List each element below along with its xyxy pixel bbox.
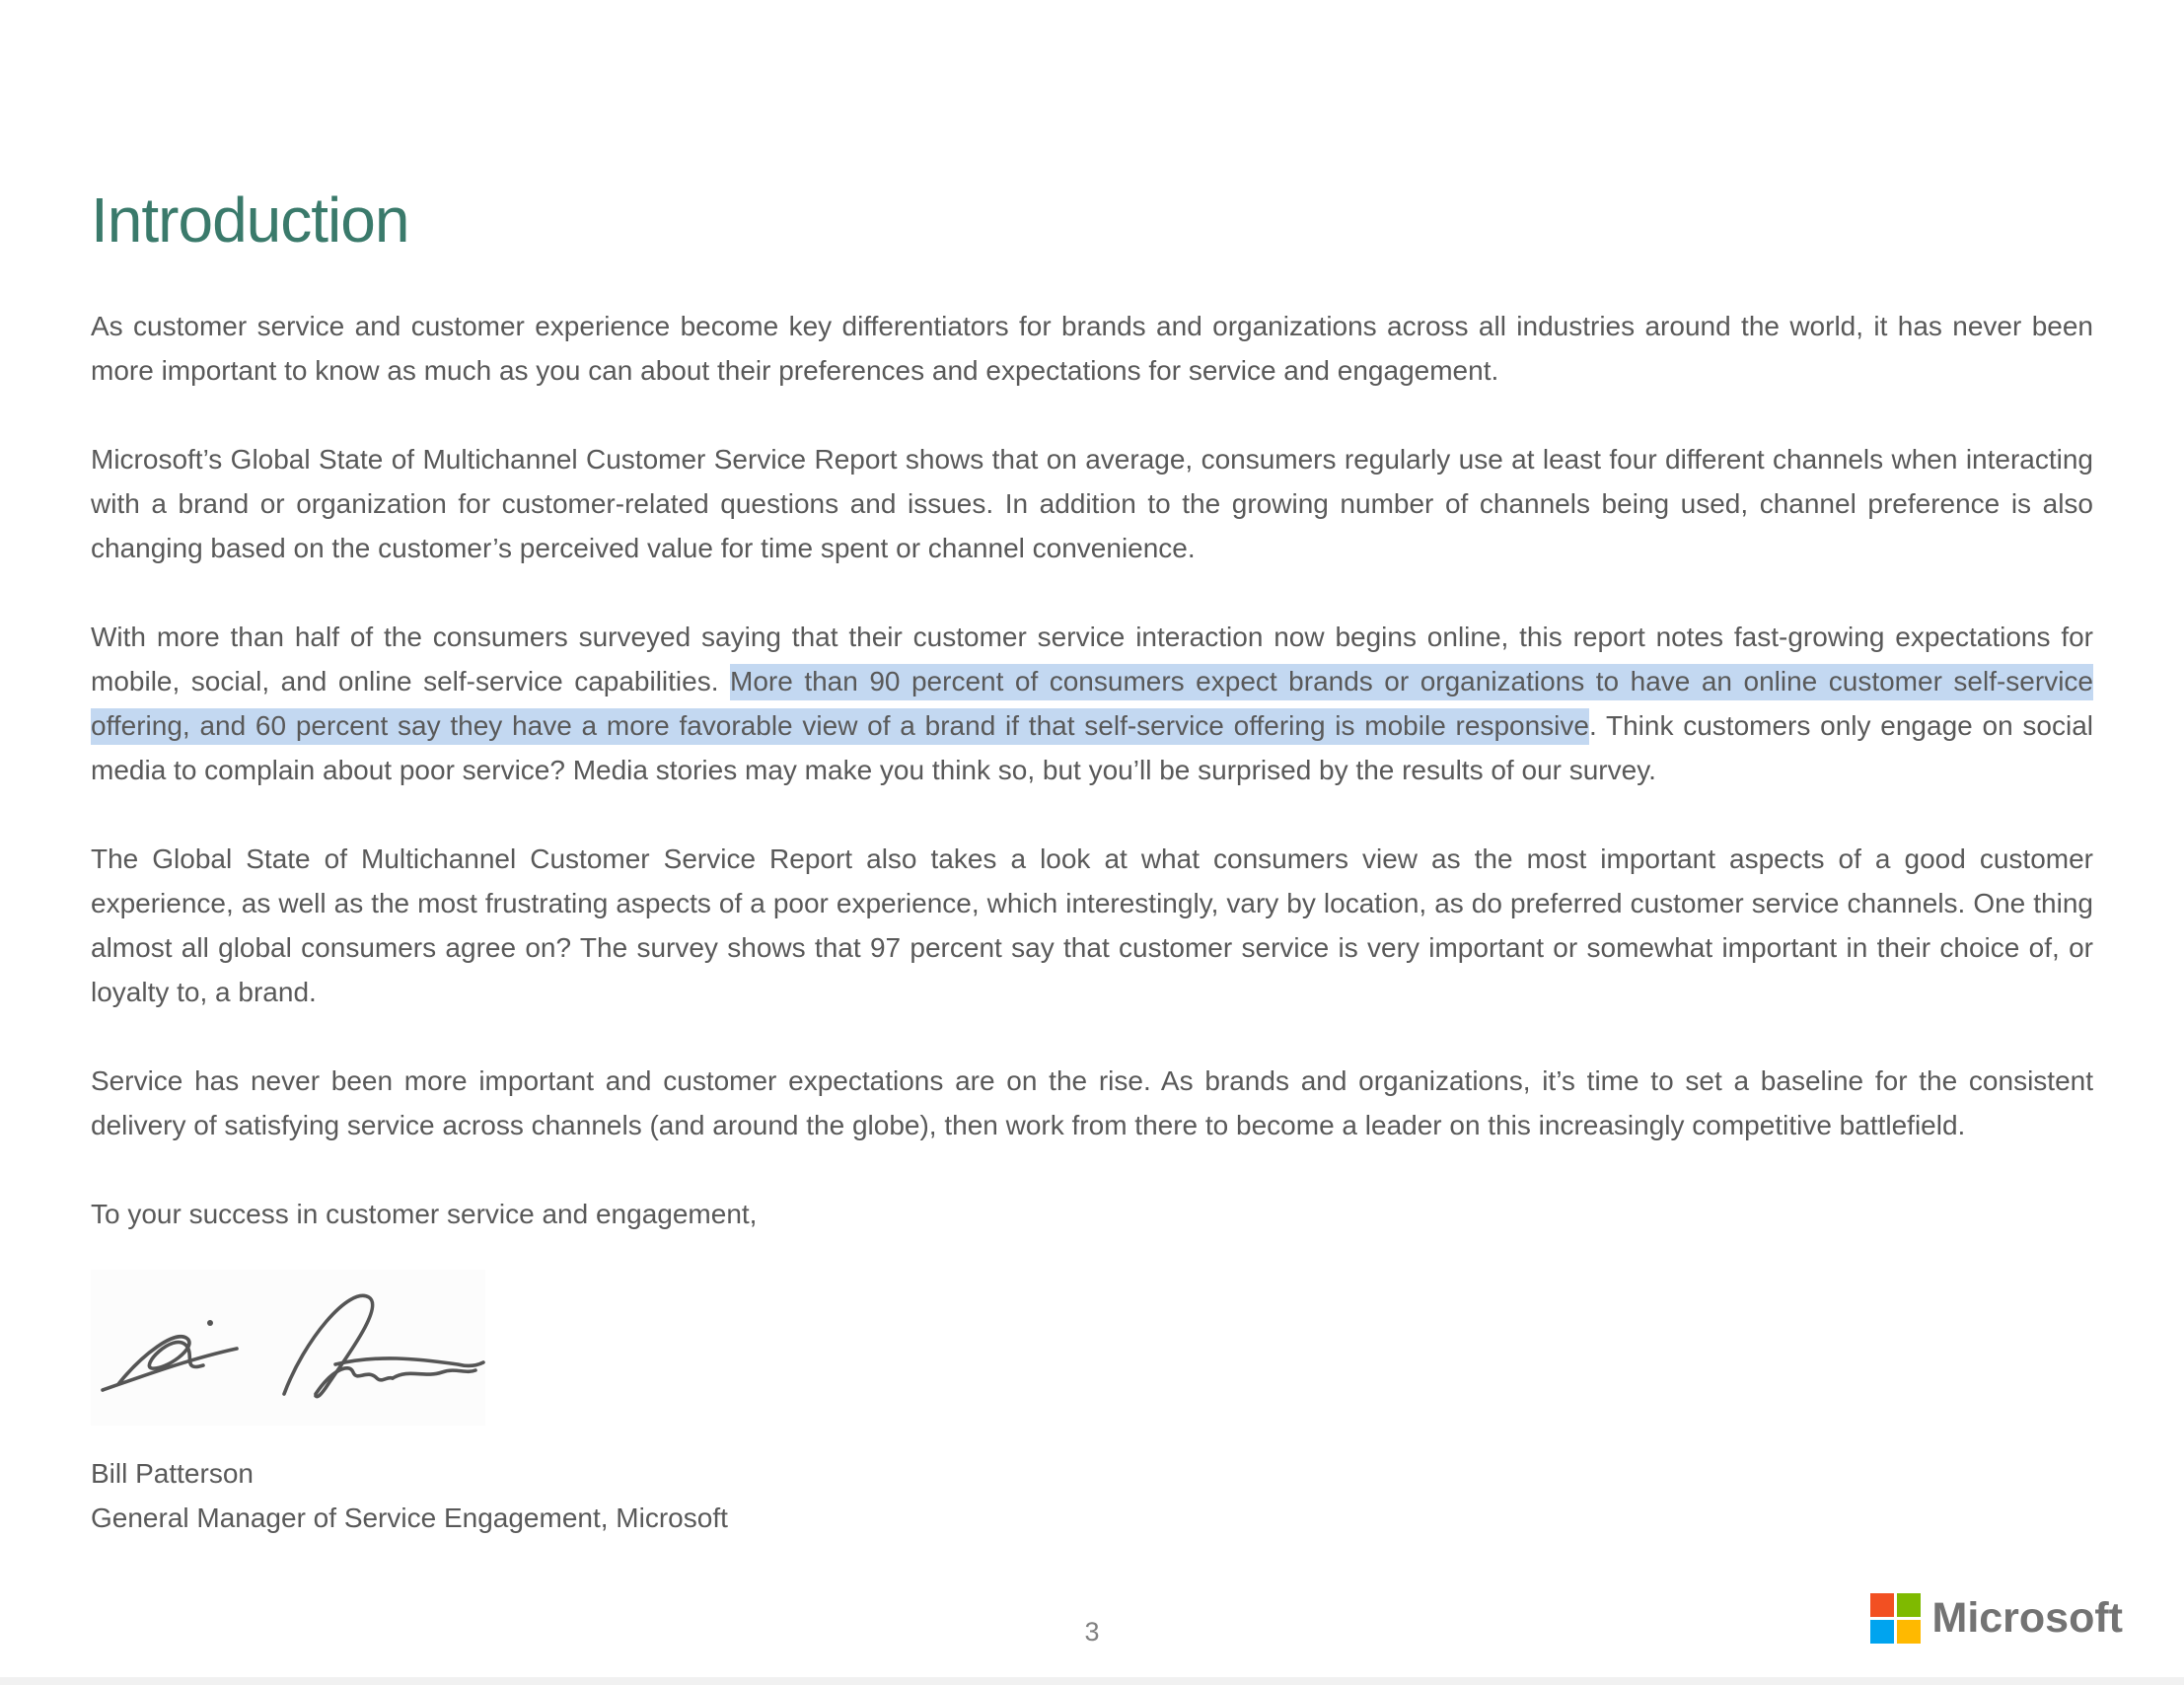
paragraph-3-pre-highlight: With more than half of the consumers surveyed saying that their customer service interaction now begins online, this report notes fast-growing expectations for mobile, social, and online self-service capabilities. bbox=[91, 622, 2093, 697]
microsoft-wordmark: Microsoft bbox=[1931, 1594, 2123, 1642]
page-number: 3 bbox=[1084, 1617, 1100, 1647]
paragraph-3-post-highlight: . Think customers only engage on social media to complain about poor service? Media stories may make you think so, but you’ll be surprised by the results of our survey. bbox=[91, 710, 2093, 786]
body-text bbox=[91, 304, 2093, 1236]
logo-square-red bbox=[1870, 1593, 1894, 1617]
paragraph-1: As customer service and customer experience become key differentiators for brands and organizations across all industries around the world, it has never been more important to know as much as you can about their preferences and expectations for service and engagement. bbox=[91, 311, 2093, 387]
page-title: Introduction bbox=[91, 184, 409, 256]
paragraph-3 bbox=[91, 615, 2093, 792]
handwritten-signature-icon bbox=[91, 1270, 485, 1426]
paragraph-4: The Global State of Multichannel Customer Service Report also takes a look at what consumers view as the most important aspects of a good customer experience, as well as the most frustrating aspects of a poor experience, which interestingly, vary by location, as do preferred customer service channels. One thing almost all global consumers agree on? The survey shows that 97 percent say that customer service is very important or somewhat important in their choice of, or loyalty to, a brand. bbox=[91, 843, 2093, 1008]
logo-square-yellow bbox=[1897, 1620, 1921, 1644]
signer-role: General Manager of Service Engagement, Microsoft bbox=[91, 1502, 728, 1534]
microsoft-logo-icon bbox=[1870, 1593, 1921, 1644]
highlighted-text: More than 90 percent of consumers expect brands or organizations to have an online customer self-service offering, and 60 percent say they have a more favorable view of a brand if that self-service offering is mobile responsive bbox=[91, 664, 2093, 745]
paragraph-5: Service has never been more important and customer expectations are on the rise. As brands and organizations, it’s time to set a baseline for the consistent delivery of satisfying service across channels (and around the globe), then work from there to become a leader on this increasingly competitive battlefield. bbox=[91, 1065, 2093, 1141]
logo-square-blue bbox=[1870, 1620, 1894, 1644]
paragraph-2: Microsoft’s Global State of Multichannel Customer Service Report shows that on average, consumers regularly use at least four different channels when interacting with a brand or organization for customer-related questions and issues. In addition to the growing number of channels being used, channel preference is also changing based on the customer’s perceived value for time spent or channel convenience. bbox=[91, 444, 2093, 564]
page-bottom-edge bbox=[0, 1677, 2184, 1685]
signature-image bbox=[91, 1270, 485, 1426]
closing-line: To your success in customer service and engagement, bbox=[91, 1199, 758, 1230]
signer-name: Bill Patterson bbox=[91, 1458, 254, 1490]
logo-square-green bbox=[1897, 1593, 1921, 1617]
microsoft-logo bbox=[1870, 1593, 2124, 1644]
signer-block bbox=[91, 1451, 2093, 1540]
